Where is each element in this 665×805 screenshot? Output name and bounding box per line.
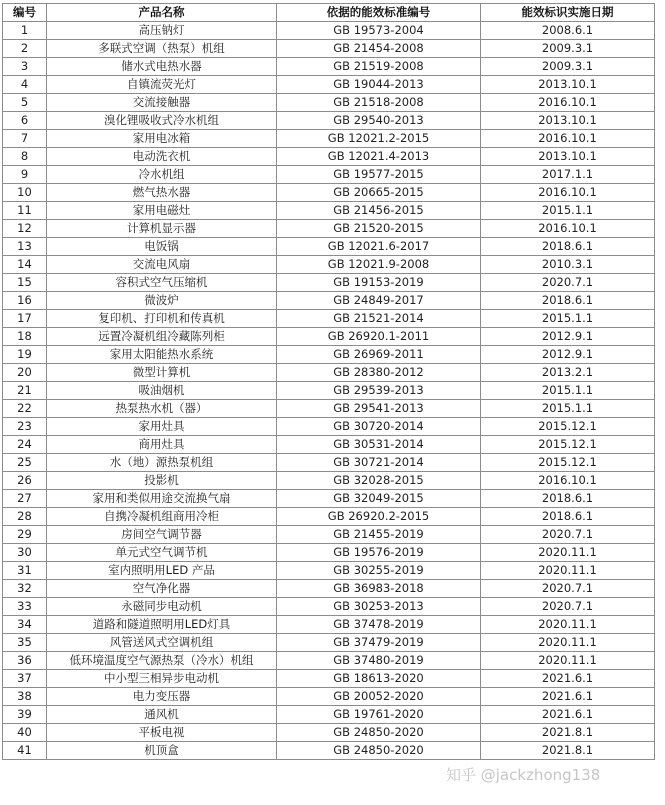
cell-number: 1 xyxy=(3,22,47,40)
cell-standard-number: GB 19153-2019 xyxy=(277,274,481,292)
cell-standard-number: GB 19573-2004 xyxy=(277,22,481,40)
cell-number: 31 xyxy=(3,562,47,580)
table-row xyxy=(3,580,655,598)
cell-product-name: 道路和隧道照明用LED灯具 xyxy=(47,616,277,634)
table-row xyxy=(3,364,655,382)
cell-implementation-date: 2009.3.1 xyxy=(481,58,655,76)
cell-product-name: 水（地）源热泵机组 xyxy=(47,454,277,472)
cell-number: 37 xyxy=(3,670,47,688)
cell-number: 38 xyxy=(3,688,47,706)
cell-implementation-date: 2017.1.1 xyxy=(481,166,655,184)
watermark-text: 知乎 @jackzhong138 xyxy=(446,766,601,784)
table-row xyxy=(3,382,655,400)
cell-implementation-date: 2020.7.1 xyxy=(481,526,655,544)
table-row xyxy=(3,238,655,256)
cell-standard-number: GB 24849-2017 xyxy=(277,292,481,310)
cell-number: 14 xyxy=(3,256,47,274)
cell-product-name: 交流电风扇 xyxy=(47,256,277,274)
table-row xyxy=(3,328,655,346)
table-header-row xyxy=(3,4,655,22)
header-standard-number: 依据的能效标准编号 xyxy=(277,4,481,22)
cell-number: 39 xyxy=(3,706,47,724)
cell-product-name: 容积式空气压缩机 xyxy=(47,274,277,292)
cell-product-name: 机顶盒 xyxy=(47,742,277,760)
cell-implementation-date: 2021.6.1 xyxy=(481,688,655,706)
cell-number: 5 xyxy=(3,94,47,112)
cell-number: 41 xyxy=(3,742,47,760)
cell-number: 33 xyxy=(3,598,47,616)
cell-product-name: 电饭锅 xyxy=(47,238,277,256)
cell-standard-number: GB 30253-2013 xyxy=(277,598,481,616)
cell-implementation-date: 2013.10.1 xyxy=(481,148,655,166)
cell-standard-number: GB 29540-2013 xyxy=(277,112,481,130)
table-row xyxy=(3,58,655,76)
table-row xyxy=(3,634,655,652)
cell-number: 16 xyxy=(3,292,47,310)
table-row xyxy=(3,616,655,634)
cell-standard-number: GB 26969-2011 xyxy=(277,346,481,364)
cell-standard-number: GB 24850-2020 xyxy=(277,742,481,760)
cell-implementation-date: 2020.11.1 xyxy=(481,544,655,562)
cell-number: 15 xyxy=(3,274,47,292)
table-row xyxy=(3,274,655,292)
cell-standard-number: GB 30255-2019 xyxy=(277,562,481,580)
cell-standard-number: GB 21456-2015 xyxy=(277,202,481,220)
cell-implementation-date: 2009.3.1 xyxy=(481,40,655,58)
cell-number: 4 xyxy=(3,76,47,94)
cell-product-name: 交流接触器 xyxy=(47,94,277,112)
cell-implementation-date: 2013.10.1 xyxy=(481,76,655,94)
cell-product-name: 投影机 xyxy=(47,472,277,490)
table-row xyxy=(3,490,655,508)
table-row xyxy=(3,220,655,238)
cell-implementation-date: 2015.12.1 xyxy=(481,436,655,454)
cell-product-name: 低环境温度空气源热泵（冷水）机组 xyxy=(47,652,277,670)
cell-implementation-date: 2020.11.1 xyxy=(481,562,655,580)
cell-standard-number: GB 20665-2015 xyxy=(277,184,481,202)
cell-implementation-date: 2018.6.1 xyxy=(481,292,655,310)
cell-standard-number: GB 36983-2018 xyxy=(277,580,481,598)
cell-standard-number: GB 19577-2015 xyxy=(277,166,481,184)
table-row xyxy=(3,742,655,760)
cell-number: 11 xyxy=(3,202,47,220)
table-row xyxy=(3,724,655,742)
cell-standard-number: GB 29541-2013 xyxy=(277,400,481,418)
cell-product-name: 平板电视 xyxy=(47,724,277,742)
table-row xyxy=(3,436,655,454)
cell-implementation-date: 2013.2.1 xyxy=(481,364,655,382)
cell-implementation-date: 2015.12.1 xyxy=(481,418,655,436)
table-row xyxy=(3,508,655,526)
table-row xyxy=(3,292,655,310)
cell-number: 22 xyxy=(3,400,47,418)
cell-standard-number: GB 18613-2020 xyxy=(277,670,481,688)
table-row xyxy=(3,76,655,94)
cell-implementation-date: 2015.1.1 xyxy=(481,382,655,400)
cell-product-name: 家用太阳能热水系统 xyxy=(47,346,277,364)
cell-product-name: 微型计算机 xyxy=(47,364,277,382)
cell-standard-number: GB 12021.6-2017 xyxy=(277,238,481,256)
table-row xyxy=(3,112,655,130)
cell-product-name: 自携冷凝机组商用冷柜 xyxy=(47,508,277,526)
cell-number: 24 xyxy=(3,436,47,454)
table-row xyxy=(3,526,655,544)
cell-product-name: 家用和类似用途交流换气扇 xyxy=(47,490,277,508)
cell-number: 12 xyxy=(3,220,47,238)
cell-product-name: 吸油烟机 xyxy=(47,382,277,400)
cell-product-name: 室内照明用LED 产品 xyxy=(47,562,277,580)
cell-implementation-date: 2021.8.1 xyxy=(481,724,655,742)
cell-standard-number: GB 32028-2015 xyxy=(277,472,481,490)
cell-standard-number: GB 29539-2013 xyxy=(277,382,481,400)
cell-product-name: 中小型三相异步电动机 xyxy=(47,670,277,688)
cell-product-name: 储水式电热水器 xyxy=(47,58,277,76)
cell-number: 7 xyxy=(3,130,47,148)
cell-standard-number: GB 32049-2015 xyxy=(277,490,481,508)
cell-standard-number: GB 20052-2020 xyxy=(277,688,481,706)
cell-number: 20 xyxy=(3,364,47,382)
cell-implementation-date: 2021.6.1 xyxy=(481,706,655,724)
cell-product-name: 溴化锂吸收式冷水机组 xyxy=(47,112,277,130)
cell-product-name: 自镇流荧光灯 xyxy=(47,76,277,94)
cell-number: 9 xyxy=(3,166,47,184)
cell-implementation-date: 2021.6.1 xyxy=(481,670,655,688)
cell-product-name: 空气净化器 xyxy=(47,580,277,598)
cell-implementation-date: 2020.11.1 xyxy=(481,652,655,670)
cell-standard-number: GB 30531-2014 xyxy=(277,436,481,454)
cell-product-name: 计算机显示器 xyxy=(47,220,277,238)
cell-standard-number: GB 21454-2008 xyxy=(277,40,481,58)
cell-number: 34 xyxy=(3,616,47,634)
cell-standard-number: GB 12021.4-2013 xyxy=(277,148,481,166)
table-row xyxy=(3,670,655,688)
cell-standard-number: GB 12021.2-2015 xyxy=(277,130,481,148)
cell-product-name: 热泵热水机（器） xyxy=(47,400,277,418)
cell-standard-number: GB 19044-2013 xyxy=(277,76,481,94)
table-row xyxy=(3,40,655,58)
cell-product-name: 通风机 xyxy=(47,706,277,724)
table-row xyxy=(3,418,655,436)
cell-product-name: 电力变压器 xyxy=(47,688,277,706)
cell-number: 17 xyxy=(3,310,47,328)
table-row xyxy=(3,454,655,472)
cell-number: 30 xyxy=(3,544,47,562)
cell-implementation-date: 2015.1.1 xyxy=(481,202,655,220)
cell-implementation-date: 2010.3.1 xyxy=(481,256,655,274)
cell-number: 3 xyxy=(3,58,47,76)
cell-standard-number: GB 19576-2019 xyxy=(277,544,481,562)
cell-product-name: 风管送风式空调机组 xyxy=(47,634,277,652)
cell-implementation-date: 2020.11.1 xyxy=(481,634,655,652)
cell-number: 29 xyxy=(3,526,47,544)
cell-implementation-date: 2015.1.1 xyxy=(481,310,655,328)
cell-standard-number: GB 30720-2014 xyxy=(277,418,481,436)
cell-number: 36 xyxy=(3,652,47,670)
cell-standard-number: GB 19761-2020 xyxy=(277,706,481,724)
cell-implementation-date: 2020.7.1 xyxy=(481,274,655,292)
cell-standard-number: GB 37480-2019 xyxy=(277,652,481,670)
cell-product-name: 电动洗衣机 xyxy=(47,148,277,166)
cell-number: 27 xyxy=(3,490,47,508)
cell-number: 10 xyxy=(3,184,47,202)
cell-number: 8 xyxy=(3,148,47,166)
cell-implementation-date: 2018.6.1 xyxy=(481,238,655,256)
table-row xyxy=(3,256,655,274)
cell-product-name: 复印机、打印机和传真机 xyxy=(47,310,277,328)
cell-product-name: 商用灶具 xyxy=(47,436,277,454)
cell-number: 6 xyxy=(3,112,47,130)
cell-standard-number: GB 37478-2019 xyxy=(277,616,481,634)
cell-standard-number: GB 37479-2019 xyxy=(277,634,481,652)
table-row xyxy=(3,472,655,490)
cell-standard-number: GB 28380-2012 xyxy=(277,364,481,382)
cell-product-name: 单元式空气调节机 xyxy=(47,544,277,562)
table-row xyxy=(3,166,655,184)
cell-implementation-date: 2018.6.1 xyxy=(481,490,655,508)
standards-table xyxy=(2,3,655,760)
table-row xyxy=(3,346,655,364)
cell-standard-number: GB 26920.2-2015 xyxy=(277,508,481,526)
cell-standard-number: GB 21518-2008 xyxy=(277,94,481,112)
cell-number: 13 xyxy=(3,238,47,256)
cell-number: 32 xyxy=(3,580,47,598)
cell-implementation-date: 2012.9.1 xyxy=(481,346,655,364)
cell-product-name: 多联式空调（热泵）机组 xyxy=(47,40,277,58)
cell-product-name: 家用电磁灶 xyxy=(47,202,277,220)
cell-product-name: 家用灶具 xyxy=(47,418,277,436)
cell-product-name: 房间空气调节器 xyxy=(47,526,277,544)
table-row xyxy=(3,598,655,616)
cell-implementation-date: 2015.1.1 xyxy=(481,400,655,418)
header-number: 编号 xyxy=(3,4,47,22)
table-row xyxy=(3,652,655,670)
cell-implementation-date: 2020.7.1 xyxy=(481,598,655,616)
table-row xyxy=(3,562,655,580)
table-row xyxy=(3,148,655,166)
cell-standard-number: GB 30721-2014 xyxy=(277,454,481,472)
cell-standard-number: GB 21455-2019 xyxy=(277,526,481,544)
table-row xyxy=(3,94,655,112)
table-row xyxy=(3,184,655,202)
cell-implementation-date: 2016.10.1 xyxy=(481,130,655,148)
cell-standard-number: GB 21519-2008 xyxy=(277,58,481,76)
cell-product-name: 远置冷凝机组冷藏陈列柜 xyxy=(47,328,277,346)
table-row xyxy=(3,130,655,148)
table-body xyxy=(3,22,655,760)
table-row xyxy=(3,22,655,40)
cell-number: 21 xyxy=(3,382,47,400)
table-row xyxy=(3,202,655,220)
cell-standard-number: GB 21521-2014 xyxy=(277,310,481,328)
cell-number: 40 xyxy=(3,724,47,742)
cell-product-name: 燃气热水器 xyxy=(47,184,277,202)
cell-implementation-date: 2021.8.1 xyxy=(481,742,655,760)
table-row xyxy=(3,400,655,418)
header-implementation-date: 能效标识实施日期 xyxy=(481,4,655,22)
cell-product-name: 冷水机组 xyxy=(47,166,277,184)
table-row xyxy=(3,544,655,562)
cell-standard-number: GB 21520-2015 xyxy=(277,220,481,238)
cell-implementation-date: 2012.9.1 xyxy=(481,328,655,346)
cell-standard-number: GB 12021.9-2008 xyxy=(277,256,481,274)
cell-number: 35 xyxy=(3,634,47,652)
cell-product-name: 高压钠灯 xyxy=(47,22,277,40)
cell-implementation-date: 2016.10.1 xyxy=(481,220,655,238)
table-row xyxy=(3,706,655,724)
cell-implementation-date: 2008.6.1 xyxy=(481,22,655,40)
header-product-name: 产品名称 xyxy=(47,4,277,22)
table-row xyxy=(3,310,655,328)
cell-number: 19 xyxy=(3,346,47,364)
cell-implementation-date: 2018.6.1 xyxy=(481,508,655,526)
cell-implementation-date: 2015.12.1 xyxy=(481,454,655,472)
cell-implementation-date: 2016.10.1 xyxy=(481,472,655,490)
cell-number: 28 xyxy=(3,508,47,526)
cell-implementation-date: 2016.10.1 xyxy=(481,184,655,202)
cell-product-name: 家用电冰箱 xyxy=(47,130,277,148)
cell-implementation-date: 2013.10.1 xyxy=(481,112,655,130)
cell-number: 25 xyxy=(3,454,47,472)
cell-implementation-date: 2020.7.1 xyxy=(481,580,655,598)
cell-number: 23 xyxy=(3,418,47,436)
cell-standard-number: GB 24850-2020 xyxy=(277,724,481,742)
cell-product-name: 永磁同步电动机 xyxy=(47,598,277,616)
cell-implementation-date: 2020.11.1 xyxy=(481,616,655,634)
cell-implementation-date: 2016.10.1 xyxy=(481,94,655,112)
cell-number: 18 xyxy=(3,328,47,346)
cell-number: 26 xyxy=(3,472,47,490)
cell-product-name: 微波炉 xyxy=(47,292,277,310)
table-row xyxy=(3,688,655,706)
cell-number: 2 xyxy=(3,40,47,58)
cell-standard-number: GB 26920.1-2011 xyxy=(277,328,481,346)
